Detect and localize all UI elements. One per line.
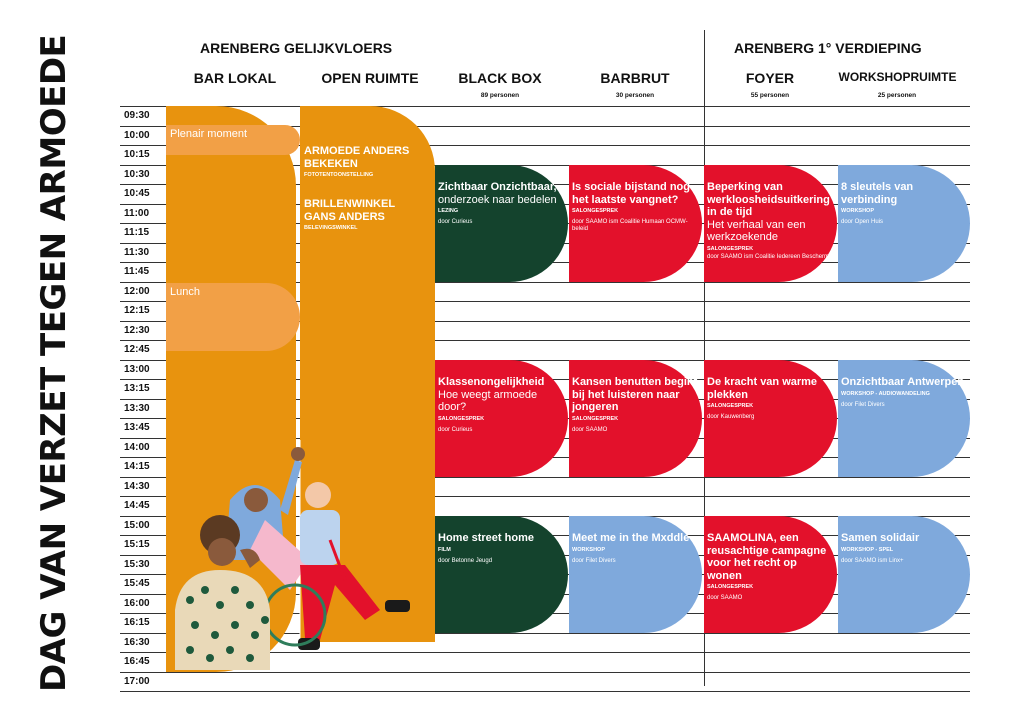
event-kind: SALONGESPREK xyxy=(707,245,754,252)
event-title: Klassenongelijkheid xyxy=(438,376,545,388)
event-organizer: door SAAMO xyxy=(707,595,743,601)
open-ruimte-item-kind: FOTOTENTOONSTELLING xyxy=(304,172,374,178)
time-label: 13:45 xyxy=(124,422,150,433)
time-label: 10:30 xyxy=(124,168,150,180)
event-organizer: door Filet Divers xyxy=(572,557,616,564)
time-label: 14:30 xyxy=(124,480,150,492)
time-label: 14:15 xyxy=(124,461,150,472)
time-label: 12:00 xyxy=(124,285,150,297)
event-organizer: door Curieus xyxy=(438,426,473,433)
time-label: 09:30 xyxy=(124,110,150,121)
people-illustration xyxy=(170,440,430,670)
time-label: 13:30 xyxy=(124,402,150,414)
time-label: 15:15 xyxy=(124,539,150,550)
time-label: 10:45 xyxy=(124,188,150,199)
room-header-bar-lokal: BAR LOKAL xyxy=(193,70,277,86)
time-label: 10:00 xyxy=(124,129,150,141)
event-title: Onzichtbaar Antwerpen xyxy=(841,376,965,388)
event-subtitle: onderzoek naar bedelen xyxy=(438,193,557,206)
open-ruimte-item-brillenwinkel xyxy=(304,198,424,231)
time-label: 11:00 xyxy=(124,207,150,219)
building-ground-header: ARENBERG GELIJKVLOERS xyxy=(200,40,393,56)
time-label: 16:00 xyxy=(124,597,150,609)
event-organizer: door SAAMO ism Linx+ xyxy=(841,557,904,564)
lunch-block: Lunch xyxy=(166,283,300,351)
event-title: Is sociale bijstand nog het laatste vangnet? xyxy=(572,181,690,206)
event-subtitle: Het verhaal van een werkzoekende xyxy=(707,218,806,243)
time-label: 14:00 xyxy=(124,441,150,453)
event-klassenongelijkheid[interactable] xyxy=(435,360,568,477)
room-header-open-ruimte: OPEN RUIMTE xyxy=(321,70,419,86)
event-kind: LEZING xyxy=(438,208,459,214)
time-label: 10:15 xyxy=(124,149,150,160)
event-kind: WORKSHOP xyxy=(572,546,605,553)
event-organizer: door Kauwenberg xyxy=(707,414,755,420)
room-header-black-box: BLACK BOX xyxy=(458,70,542,86)
time-label: 15:45 xyxy=(124,578,150,589)
time-label: 15:00 xyxy=(124,519,150,531)
event-kansen-benutten[interactable] xyxy=(569,360,702,477)
event-home-street-home[interactable] xyxy=(435,516,568,633)
time-label: 12:15 xyxy=(124,305,150,316)
time-label: 13:15 xyxy=(124,383,150,394)
grid-line xyxy=(120,691,970,692)
room-header-foyer: FOYER xyxy=(745,70,795,86)
event-kind: WORKSHOP xyxy=(841,208,874,214)
event-beperking-werkloosheidsuitkering[interactable] xyxy=(704,165,837,282)
room-header-workshopruimte: WORKSHOPRUIMTE xyxy=(838,70,957,84)
event-organizer: door Open Huis xyxy=(841,219,884,225)
room-capacity: 89 personen xyxy=(480,92,520,99)
event-onzichtbaar-antwerpen[interactable] xyxy=(838,360,970,477)
event-8-sleutels-van-verbinding[interactable] xyxy=(838,165,970,282)
time-label: 16:45 xyxy=(124,656,150,667)
time-label: 15:30 xyxy=(124,558,150,570)
time-label: 12:30 xyxy=(124,324,150,336)
event-title: Kansen benutten begint bij het luisteren naar jongeren xyxy=(572,376,698,413)
plenair-moment-block: Plenair moment xyxy=(166,125,300,155)
time-label: 16:15 xyxy=(124,617,150,628)
event-title: SAAMOLINA, een reusachtige campagne voor het recht op wonen xyxy=(707,532,827,582)
event-title: De kracht van warme plekken xyxy=(707,376,818,401)
event-samen-solidair[interactable] xyxy=(838,516,970,633)
event-zichtbaar-onzichtbaar[interactable] xyxy=(435,165,568,282)
time-label: 13:00 xyxy=(124,363,150,375)
open-ruimte-item-kind: BELEVINGSWINKEL xyxy=(304,225,358,231)
event-organizer: door Curieus xyxy=(438,219,473,225)
time-label: 14:45 xyxy=(124,500,150,511)
event-kind: WORKSHOP - AUDIOWANDELING xyxy=(841,390,930,397)
event-subtitle: Hoe weegt armoede door? xyxy=(438,388,538,413)
event-organizer: door Betonne Jeugd xyxy=(438,557,493,564)
event-organizer: door SAAMO xyxy=(572,426,608,433)
event-organizer: door SAAMO ism Coalitie Humaan OCMW-beleid xyxy=(572,219,688,232)
room-capacity: 25 personen xyxy=(877,92,917,99)
open-ruimte-item-title: ARMOEDE ANDERS BEKEKEN xyxy=(304,145,410,170)
time-label: 12:45 xyxy=(124,344,150,355)
time-label: 17:00 xyxy=(124,675,150,687)
event-kracht-warme-plekken[interactable] xyxy=(704,360,837,477)
time-label: 11:30 xyxy=(124,246,150,258)
room-header-barbrut: BARBRUT xyxy=(600,70,670,86)
event-title: 8 sleutels van verbinding xyxy=(841,181,914,206)
event-title: Zichtbaar Onzichtbaar, xyxy=(438,181,557,193)
event-organizer: door Filet Divers xyxy=(841,401,885,408)
event-organizer: door SAAMO ism Coalitie Iedereen Beschermd xyxy=(707,253,833,260)
event-saamolina[interactable] xyxy=(704,516,837,633)
event-kind: SALONGESPREK xyxy=(707,584,754,590)
time-label: 16:30 xyxy=(124,636,150,648)
room-capacity: 55 personen xyxy=(750,92,790,99)
event-kind: SALONGESPREK xyxy=(572,415,619,422)
room-capacity: 30 personen xyxy=(615,92,655,99)
time-label: 11:15 xyxy=(124,227,150,238)
event-title: Home street home xyxy=(438,532,534,544)
event-kind: SALONGESPREK xyxy=(572,208,619,214)
event-kind: WORKSHOP - SPEL xyxy=(841,546,894,553)
open-ruimte-item-armoede xyxy=(304,145,424,178)
event-title: Beperking van werkloosheidsuitkering in de tijd xyxy=(707,181,830,218)
event-sociale-bijstand[interactable] xyxy=(569,165,702,282)
page-title: DAG VAN VERZET TEGEN ARMOEDE xyxy=(34,34,74,692)
building-first-header: ARENBERG 1° VERDIEPING xyxy=(734,40,922,56)
event-title: Meet me in the Mxddle xyxy=(572,532,690,544)
time-label: 11:45 xyxy=(124,266,150,277)
open-ruimte-item-title: BRILLENWINKEL GANS ANDERS xyxy=(304,198,395,223)
event-title: Samen solidair xyxy=(841,532,920,544)
event-kind: FILM xyxy=(438,546,451,553)
event-kind: SALONGESPREK xyxy=(438,415,485,422)
event-meet-me-in-the-mxddle[interactable] xyxy=(569,516,702,633)
event-kind: SALONGESPREK xyxy=(707,403,754,409)
